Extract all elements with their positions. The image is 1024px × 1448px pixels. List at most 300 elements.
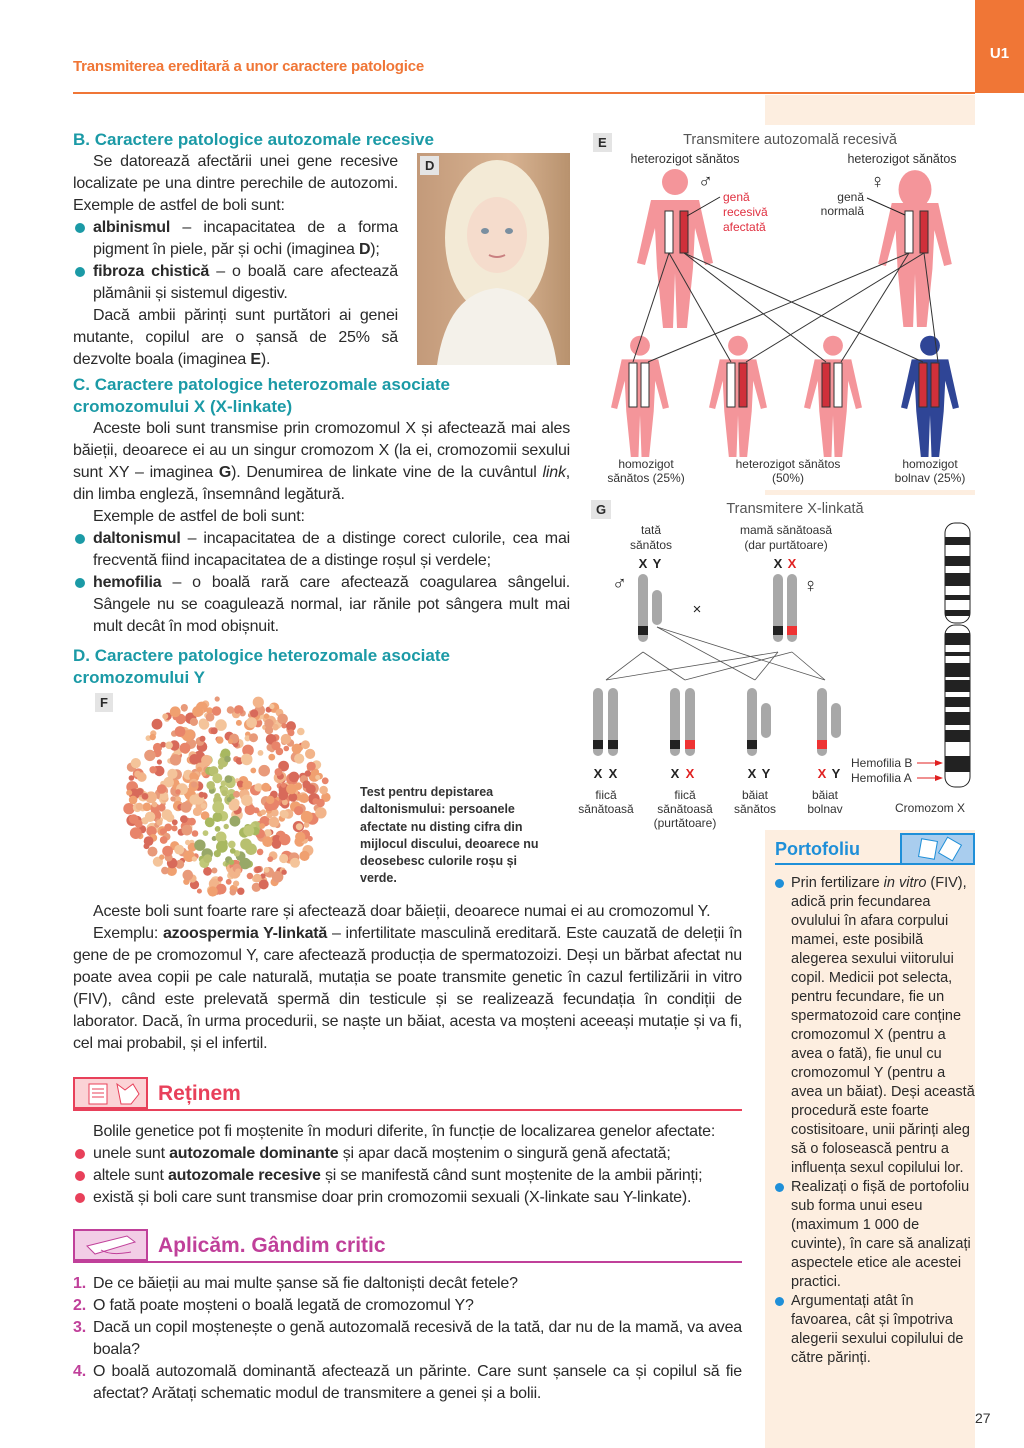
father-y: Y bbox=[652, 556, 662, 571]
plate-dot bbox=[242, 780, 251, 789]
chromosome bbox=[787, 574, 797, 642]
plate-dot bbox=[213, 812, 223, 822]
plate-dot bbox=[305, 749, 315, 759]
plate-dot bbox=[144, 843, 150, 849]
inheritance-line bbox=[841, 253, 909, 362]
plate-dot bbox=[241, 754, 253, 766]
plate-dot bbox=[160, 742, 166, 748]
plate-dot bbox=[131, 758, 141, 768]
plate-dot bbox=[170, 706, 181, 717]
plate-dot bbox=[257, 849, 264, 856]
child-label: sănătoasă bbox=[657, 802, 713, 816]
plate-dot bbox=[229, 800, 240, 811]
plate-dot bbox=[272, 724, 279, 731]
plate-dot bbox=[297, 728, 305, 736]
chromosome bbox=[608, 688, 618, 756]
child-label: băiat bbox=[811, 788, 839, 802]
male-symbol-icon: ♂ bbox=[612, 573, 627, 595]
plate-dot bbox=[170, 754, 181, 765]
plate-dot bbox=[197, 889, 202, 894]
chromosome-letter: X bbox=[685, 766, 695, 781]
plate-dot bbox=[225, 775, 233, 783]
plate-dot bbox=[226, 879, 232, 885]
plate-dot bbox=[183, 870, 194, 881]
retinem-intro: Bolile genetice pot fi moștenite în moduri diferite, în funcție de localizarea genelor afectate: bbox=[93, 1123, 716, 1140]
plate-dot bbox=[261, 809, 267, 815]
plate-dot bbox=[180, 815, 188, 823]
aplicam-title: Aplicăm. Gândim critic bbox=[158, 1234, 386, 1257]
child-label: sănătoasă bbox=[578, 802, 634, 816]
allele-bar bbox=[665, 211, 673, 253]
arrow-icon bbox=[935, 775, 943, 781]
allele-bar bbox=[834, 363, 842, 407]
chromosome bbox=[773, 574, 783, 642]
chromosome-band bbox=[945, 680, 970, 692]
chromosome bbox=[747, 688, 757, 756]
section-d-heading: D. Caractere patologice heterozomale asociate cromozomului Y bbox=[73, 646, 450, 687]
plate-dot bbox=[315, 775, 320, 780]
section-b-heading: B. Caractere patologice autozomale recesive bbox=[73, 130, 434, 149]
child-label: (purtătoare) bbox=[653, 816, 717, 830]
plate-dot bbox=[126, 790, 132, 796]
list-item: altele sunt autozomale recesive și se manifestă când sunt moștenite de la ambii părinți; bbox=[73, 1165, 742, 1187]
plate-dot bbox=[199, 792, 205, 798]
children23-label: heterozigot sănătos (50%) bbox=[735, 457, 841, 485]
question-number: 3. bbox=[73, 1319, 86, 1336]
plate-dot bbox=[129, 796, 138, 805]
plate-dot bbox=[269, 704, 274, 709]
chromosome-band bbox=[945, 756, 970, 772]
plate-dot bbox=[175, 726, 186, 737]
plate-dot bbox=[152, 719, 163, 730]
plate-dot bbox=[211, 868, 217, 874]
plate-dot bbox=[259, 823, 265, 829]
plate-dot bbox=[156, 820, 162, 826]
plate-dot bbox=[247, 873, 253, 879]
plate-dot bbox=[286, 784, 297, 795]
plate-dot bbox=[193, 809, 200, 816]
chromosome-band bbox=[945, 556, 970, 566]
body bbox=[709, 359, 767, 457]
plate-dot bbox=[157, 784, 167, 794]
head bbox=[823, 336, 843, 356]
male-symbol-icon: ♂ bbox=[698, 171, 713, 193]
plate-dot bbox=[142, 793, 149, 800]
inheritance-line bbox=[606, 652, 643, 680]
question-item bbox=[73, 1361, 742, 1405]
inheritance-line bbox=[606, 652, 778, 680]
plate-dot bbox=[194, 840, 205, 851]
figure-label: D bbox=[420, 156, 439, 175]
plate-dot bbox=[189, 795, 199, 805]
plate-dot bbox=[235, 868, 241, 874]
chromosome bbox=[685, 688, 695, 756]
plate-dot bbox=[197, 767, 202, 772]
plate-dot bbox=[164, 824, 172, 832]
chromosome-body bbox=[831, 703, 841, 738]
body bbox=[901, 359, 959, 457]
retinem-content bbox=[73, 1121, 742, 1209]
diagram-title: Transmitere X-linkată bbox=[726, 501, 864, 517]
plate-dot bbox=[159, 854, 164, 859]
plate-dot bbox=[250, 768, 256, 774]
chromosome-letter: X bbox=[670, 766, 680, 781]
inheritance-line bbox=[792, 652, 825, 680]
portofoliu-content bbox=[775, 874, 975, 1368]
plate-dot bbox=[264, 713, 269, 718]
plate-dot bbox=[171, 825, 177, 831]
gene-band bbox=[685, 740, 695, 749]
plate-dot bbox=[149, 766, 156, 773]
plate-dot bbox=[216, 841, 228, 853]
plate-dot bbox=[299, 851, 309, 861]
questions-list bbox=[73, 1273, 742, 1405]
human-silhouette bbox=[804, 336, 862, 457]
section-c-paragraph: Aceste boli sunt transmise prin cromozomul X și afectează mai ales băieții, deoarece ei au un singur cromozom X (la ei, cromozomii sexului sunt XY – imaginea G). Denumirea de linkate vine de la cuvântul link, din limba engleză, însemnând legătură. bbox=[73, 420, 570, 503]
allele-bar bbox=[680, 211, 688, 253]
plate-dot bbox=[208, 886, 218, 896]
plate-dot bbox=[175, 789, 180, 794]
figure-f-caption: Test pentru depistarea daltonismului: persoanele afectate nu disting cifra din mijlocul discului, deoarece nu deosebesc culorile roșu și verde. bbox=[360, 785, 539, 886]
plate-dot bbox=[230, 848, 236, 854]
plate-dot bbox=[316, 799, 324, 807]
plate-dot bbox=[212, 773, 222, 783]
father-x: X bbox=[638, 556, 648, 571]
plate-dot bbox=[145, 812, 155, 822]
gene-band bbox=[670, 740, 680, 749]
mother-x-carrier: X bbox=[787, 556, 797, 571]
gene-band bbox=[787, 626, 797, 635]
chromosome-band bbox=[945, 595, 970, 600]
plate-dot bbox=[201, 755, 212, 766]
allele-bar bbox=[920, 211, 928, 253]
hemophilia-a-label: Hemofilia A bbox=[851, 771, 912, 785]
diagram-title: Transmitere autozomală recesivă bbox=[683, 132, 897, 148]
section-c-heading: C. Caractere patologice heterozomale asociate cromozomului X (X-linkate) bbox=[73, 375, 450, 416]
plate-dot bbox=[284, 746, 290, 752]
plate-dot bbox=[136, 803, 143, 810]
head bbox=[630, 336, 650, 356]
question-text: O boală autozomală dominantă afectează un părinte. Care sunt șansele ca și copilul să fie afectat? Arătați schematic modul de transmitere a genei și a bolii. bbox=[93, 1363, 742, 1402]
inheritance-line bbox=[684, 253, 923, 362]
chromosome bbox=[652, 590, 662, 625]
allele-bar bbox=[629, 363, 637, 407]
body bbox=[804, 359, 862, 457]
allele-bar bbox=[919, 363, 927, 407]
plate-dot bbox=[206, 781, 215, 790]
plate-dot bbox=[233, 791, 240, 798]
plate-dot bbox=[152, 802, 158, 808]
child1-label: homozigot sănătos (25%) bbox=[607, 457, 685, 485]
figure-label: E bbox=[593, 133, 612, 152]
plate-dot bbox=[215, 826, 221, 832]
plate-dot bbox=[148, 847, 158, 857]
plate-dot bbox=[234, 707, 241, 714]
plate-dot bbox=[129, 814, 139, 824]
plate-dot bbox=[212, 801, 224, 813]
plate-dot bbox=[174, 845, 184, 855]
chromosome-letter: X bbox=[747, 766, 757, 781]
plate-dot bbox=[224, 756, 231, 763]
list-item: există și boli care sunt transmise doar prin cromozomii sexuali (X-linkate sau Y-linkate). bbox=[73, 1187, 742, 1209]
section-c bbox=[73, 374, 570, 638]
plate-dot bbox=[241, 795, 252, 806]
allele-bar bbox=[905, 211, 913, 253]
plate-dot bbox=[227, 706, 235, 714]
child-label: fiică bbox=[674, 788, 696, 802]
inheritance-line bbox=[643, 652, 685, 680]
plate-dot bbox=[228, 739, 233, 744]
plate-dot bbox=[129, 775, 135, 781]
portofoliu-title: Portofoliu bbox=[775, 839, 860, 859]
plate-dot bbox=[268, 754, 275, 761]
plate-dot bbox=[272, 840, 281, 849]
allele-bar bbox=[727, 363, 735, 407]
plate-dot bbox=[165, 742, 173, 750]
plate-dot bbox=[160, 836, 168, 844]
plate-dot bbox=[306, 784, 316, 794]
x-chromosome-label: Cromozom X bbox=[894, 801, 966, 815]
chromosome-band bbox=[945, 663, 970, 677]
section-b bbox=[73, 129, 570, 371]
plate-dot bbox=[307, 762, 316, 771]
plate-dot bbox=[249, 733, 258, 742]
question-text: O fată poate moșteni o boală legată de cromozomul Y? bbox=[93, 1297, 474, 1314]
plate-dot bbox=[189, 754, 200, 765]
plate-dot bbox=[281, 782, 286, 787]
plate-dot bbox=[150, 734, 156, 740]
plate-dot bbox=[170, 796, 175, 801]
portofoliu-header bbox=[775, 833, 975, 865]
gene-band bbox=[747, 740, 757, 749]
plate-dot bbox=[245, 843, 257, 855]
child4-label: homozigot bolnav (25%) bbox=[894, 457, 966, 485]
plate-dot bbox=[200, 736, 206, 742]
plate-dot bbox=[253, 697, 264, 708]
plate-dot bbox=[190, 718, 198, 726]
chapter-title: Transmiterea ereditară a unor caractere patologice bbox=[73, 58, 424, 75]
plate-dot bbox=[243, 825, 254, 836]
plate-dot bbox=[191, 782, 197, 788]
plate-dot bbox=[180, 743, 191, 754]
plate-dot bbox=[292, 858, 299, 865]
allele-bar bbox=[739, 363, 747, 407]
plate-dot bbox=[237, 888, 244, 895]
section-d-paragraph: Exemplu: azoospermia Y-linkată – infertilitate masculină ereditară. Este cauzată de deleții în gene de pe cromozomul Y, care afectează producția de spermatozoizi. Deși un bărbat afectat nu poate avea copii pe cale naturală, mutația se poate transmite genetic în cazul fertilizării in vitro (FIV), când este prelevată spermă din testicule și se realizează fecundația în condiții de laborator. Dacă, în urma procedurii, se naște un băiat, acesta va moșteni aceeași mutație și va fi, cel mai probabil, și el infertil. bbox=[73, 925, 743, 1052]
allele-bar bbox=[931, 363, 939, 407]
plate-dot bbox=[315, 807, 326, 818]
plate-dot bbox=[261, 783, 270, 792]
chromosome-letter: X bbox=[608, 766, 618, 781]
plate-dot bbox=[289, 772, 300, 783]
page-number: 27 bbox=[975, 1410, 991, 1426]
plate-dot bbox=[221, 790, 227, 796]
plate-dot bbox=[172, 819, 178, 825]
plate-dot bbox=[322, 777, 329, 784]
chromosome-band bbox=[945, 652, 970, 656]
affected-gene-label: genă recesivă afectată bbox=[723, 190, 768, 234]
chromosome-body bbox=[652, 590, 662, 625]
chromosome bbox=[670, 688, 680, 756]
plate-dot bbox=[203, 854, 212, 863]
plate-dot bbox=[281, 870, 286, 875]
mother-x: X bbox=[773, 556, 783, 571]
chromosome-band bbox=[945, 633, 970, 645]
plate-dot bbox=[292, 744, 302, 754]
question-text: Dacă un copil moștenește o genă autozomală recesivă de la tată, dar nu de la mamă, va avea boala? bbox=[93, 1319, 742, 1358]
plate-dot bbox=[266, 796, 274, 804]
plate-dot bbox=[201, 803, 207, 809]
plate-dot bbox=[214, 793, 220, 799]
plate-dot bbox=[269, 817, 280, 828]
portfolio-icon bbox=[900, 833, 975, 865]
question-number: 2. bbox=[73, 1297, 86, 1314]
aplicam-header bbox=[73, 1229, 742, 1263]
plate-dot bbox=[275, 768, 283, 776]
plate-dot bbox=[162, 846, 173, 857]
plate-dot bbox=[229, 859, 235, 865]
chromosome-band bbox=[945, 610, 970, 616]
ishihara-plate bbox=[122, 690, 332, 900]
list-item: Realizați o fișă de portofoliu sub forma unui eseu (maximum 1 000 de cuvinte), în care să analizați aspectele etice ale acestei practici. bbox=[775, 1178, 975, 1292]
plate-dot bbox=[181, 802, 192, 813]
section-c-examples: Exemple de astfel de boli sunt: bbox=[93, 508, 305, 525]
retinem-title: Reținem bbox=[158, 1082, 241, 1105]
plate-dot bbox=[218, 764, 223, 769]
plate-dot bbox=[230, 816, 241, 827]
list-item: hemofilia – o boală rară care afectează coagularea sângelui. Sângele nu se coagulează normal, iar rănile pot sângera mult mai mult decât în mod obișnuit. bbox=[73, 572, 570, 638]
plate-dot bbox=[264, 867, 270, 873]
plate-dot bbox=[203, 830, 209, 836]
plate-dot bbox=[319, 786, 328, 795]
list-item: unele sunt autozomale dominante și apar dacă moștenim o singură genă afectată; bbox=[73, 1143, 742, 1165]
plate-dot bbox=[233, 881, 239, 887]
inheritance-diagram bbox=[585, 125, 975, 490]
body bbox=[878, 203, 952, 327]
header-divider bbox=[73, 92, 975, 94]
gene-band bbox=[593, 740, 603, 749]
head bbox=[662, 169, 688, 195]
allele-bar bbox=[822, 363, 830, 407]
plate-dot bbox=[192, 856, 197, 861]
plate-dot bbox=[289, 793, 298, 802]
question-item bbox=[73, 1317, 742, 1361]
plate-dot bbox=[305, 770, 311, 776]
plate-dot bbox=[181, 704, 188, 711]
plate-dot bbox=[161, 867, 169, 875]
child-label: bolnav bbox=[807, 802, 843, 816]
plate-dot bbox=[236, 720, 242, 726]
child-label: fiică bbox=[595, 788, 617, 802]
plate-dot bbox=[265, 726, 273, 734]
plate-dot bbox=[271, 741, 280, 750]
x-linked-diagram bbox=[578, 495, 975, 830]
question-item bbox=[73, 1295, 742, 1317]
figure-label: G bbox=[591, 500, 611, 519]
inheritance-line bbox=[685, 652, 792, 680]
plate-dot bbox=[218, 876, 223, 881]
plate-dot bbox=[212, 706, 221, 715]
plate-dot bbox=[203, 867, 212, 876]
list-item: Argumentați atât în favoarea, cât și împotriva alegerii sexului copilului de către părinți. bbox=[775, 1292, 975, 1368]
plate-dot bbox=[227, 797, 232, 802]
chromosome-band bbox=[945, 730, 970, 742]
chromosome bbox=[831, 703, 841, 738]
figure-e-autosomal-recessive bbox=[585, 125, 975, 490]
human-silhouette bbox=[901, 336, 959, 457]
plate-dot bbox=[258, 750, 264, 756]
plate-dot bbox=[295, 832, 305, 842]
plate-dot bbox=[253, 874, 262, 883]
head bbox=[728, 336, 748, 356]
plate-dot bbox=[211, 727, 218, 734]
plate-dot bbox=[300, 794, 309, 803]
plate-dot bbox=[301, 740, 310, 749]
plate-dot bbox=[215, 696, 220, 701]
question-number: 4. bbox=[73, 1363, 86, 1380]
plate-dot bbox=[143, 803, 152, 812]
plate-dot bbox=[130, 827, 142, 839]
plate-dot bbox=[216, 736, 223, 743]
section-b-intro: Se datorează afectării unei gene recesive localizate pe una dintre perechile de autozomi. Exemple de astfel de boli sunt: bbox=[73, 153, 398, 214]
chromosome-body bbox=[761, 703, 771, 738]
plate-dot bbox=[258, 765, 270, 777]
question-item bbox=[73, 1273, 742, 1295]
plate-dot bbox=[188, 818, 196, 826]
plate-dot bbox=[192, 706, 203, 717]
human-silhouette bbox=[878, 170, 952, 327]
plate-dot bbox=[294, 754, 304, 764]
gene-band bbox=[773, 626, 783, 635]
mother-label: mamă sănătoasă (dar purtătoare) bbox=[739, 523, 833, 552]
chromosome-letter: Y bbox=[761, 766, 771, 781]
plate-dot bbox=[301, 811, 313, 823]
plate-dot bbox=[262, 836, 273, 847]
father-label: heterozigot sănătos bbox=[630, 152, 740, 166]
plate-dot bbox=[162, 713, 168, 719]
chromosome bbox=[761, 703, 771, 738]
section-d-text bbox=[73, 901, 742, 1055]
gene-band bbox=[608, 740, 618, 749]
child-label: sănătos bbox=[733, 802, 777, 816]
plate-dot bbox=[246, 717, 257, 728]
plate-dot bbox=[255, 866, 262, 873]
plate-dot bbox=[279, 854, 288, 863]
plate-dot bbox=[250, 709, 258, 717]
plate-dot bbox=[224, 824, 229, 829]
chromosome bbox=[638, 574, 648, 642]
plate-dot bbox=[162, 809, 173, 820]
gene-band bbox=[638, 626, 648, 635]
plate-dot bbox=[280, 810, 287, 817]
mother-label: heterozigot sănătos bbox=[847, 152, 957, 166]
list-item: daltonismul – incapacitatea de a distinge corect culorile, cea mai frecventă fiind incapacitatea de a distinge roșul și verdele; bbox=[73, 528, 570, 572]
list-item: fibroza chistică – o boală care afectează plămânii și sistemul digestiv. bbox=[73, 261, 570, 305]
section-b-paragraph: Dacă ambii părinți sunt purtători ai genei mutante, copilul are o șansă de 25% să dezvolte boala (imaginea E). bbox=[73, 307, 398, 368]
plate-dot bbox=[230, 889, 237, 896]
chromosome-letter: X bbox=[593, 766, 603, 781]
father-label: tată sănătos bbox=[629, 523, 673, 552]
question-text: De ce băieții au mai multe șanse să fie daltoniști decât fetele? bbox=[93, 1275, 518, 1292]
chromosome-band bbox=[945, 537, 970, 545]
allele-bar bbox=[641, 363, 649, 407]
plate-dot bbox=[281, 734, 291, 744]
plate-dot bbox=[296, 823, 303, 830]
human-silhouette bbox=[611, 336, 669, 457]
unit-tab: U1 bbox=[975, 0, 1024, 93]
figure-label: F bbox=[95, 693, 113, 712]
normal-gene-label: genă normală bbox=[820, 190, 864, 218]
